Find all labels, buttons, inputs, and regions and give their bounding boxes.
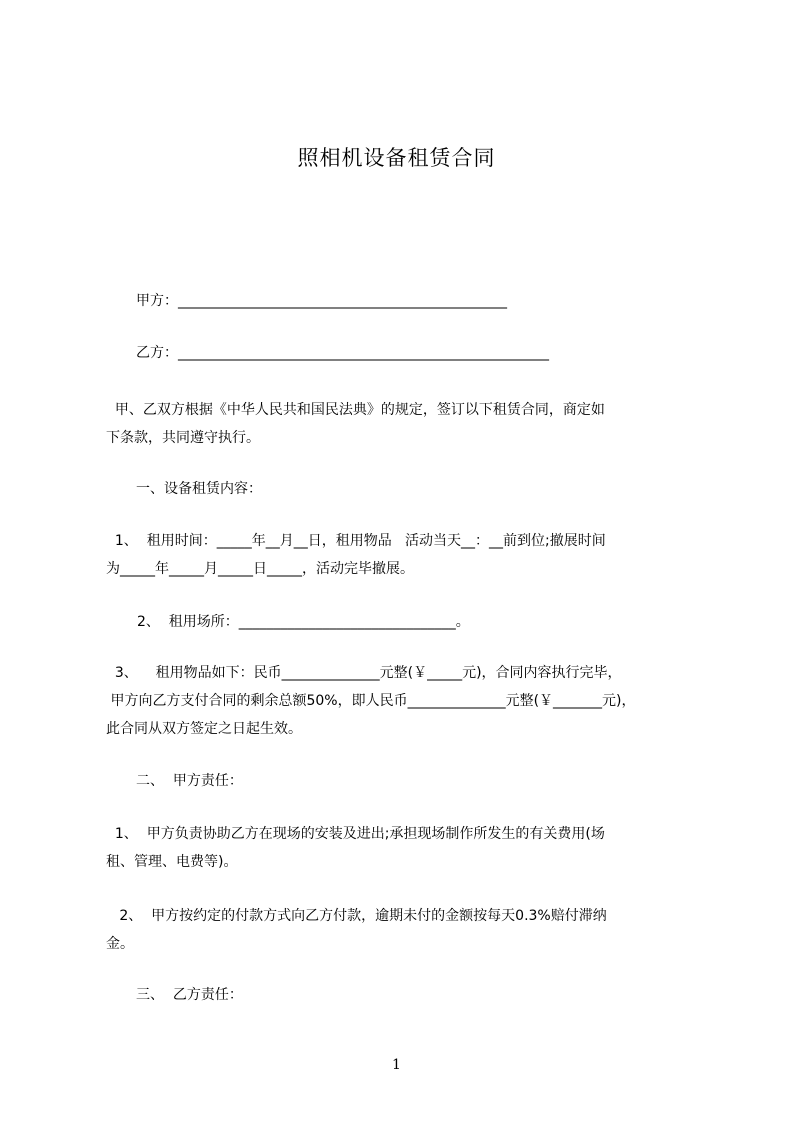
party-a-line: 甲方：_______________________________________________ [136,293,507,309]
clause-2-2 [106,902,706,958]
clause-1-1-line-2: 为_____年_____月_____日_____，活动完毕撤展。 [106,561,414,577]
intro-line-1: 甲、乙双方根据《中华人民共和国民法典》的规定，签订以下租赁合同，商定如 [106,402,605,418]
contract-title: 照相机设备租赁合同 [297,146,496,170]
clause-2-1-line-2: 租、管理、电费等)。 [106,854,238,870]
section-3-heading: 三、 乙方责任： [136,987,243,1003]
clause-1-1-line-1: 1、 租用时间：_____年__月__日，租用物品 活动当天__：__前到位;撤展时间 [106,533,606,549]
clause-1-3-line-1: 3、 租用物品如下：民币______________元整(￥_____元)，合同内容执行完毕， [106,665,622,681]
intro-paragraph [106,396,706,452]
clause-1-3-line-2: 甲方向乙方支付合同的剩余总额50%，即人民币______________元整(￥_______元)， [106,693,636,709]
intro-line-2: 下条款，共同遵守执行。 [106,430,260,446]
page-number: 1 [392,1057,401,1073]
clause-2-2-line-2: 金。 [106,936,134,952]
clause-2-2-line-1: 2、 甲方按约定的付款方式向乙方付款，逾期未付的金额按每天0.3%赔付滞纳 [106,908,607,924]
clause-1-3-line-3: 此合同从双方签定之日起生效。 [106,721,302,737]
party-b-line: 乙方：_____________________________________________________ [136,345,549,361]
section-2-heading: 二、 甲方责任： [136,773,243,789]
clause-1-1 [106,527,706,583]
clause-2-1 [106,820,706,876]
clause-1-2: 2、 租用场所：_______________________________。 [137,614,470,630]
clause-1-3 [106,659,706,743]
clause-2-1-line-1: 1、 甲方负责协助乙方在现场的安装及进出;承担现场制作所发生的有关费用(场 [106,826,605,842]
section-1-heading: 一、设备租赁内容： [136,481,262,497]
